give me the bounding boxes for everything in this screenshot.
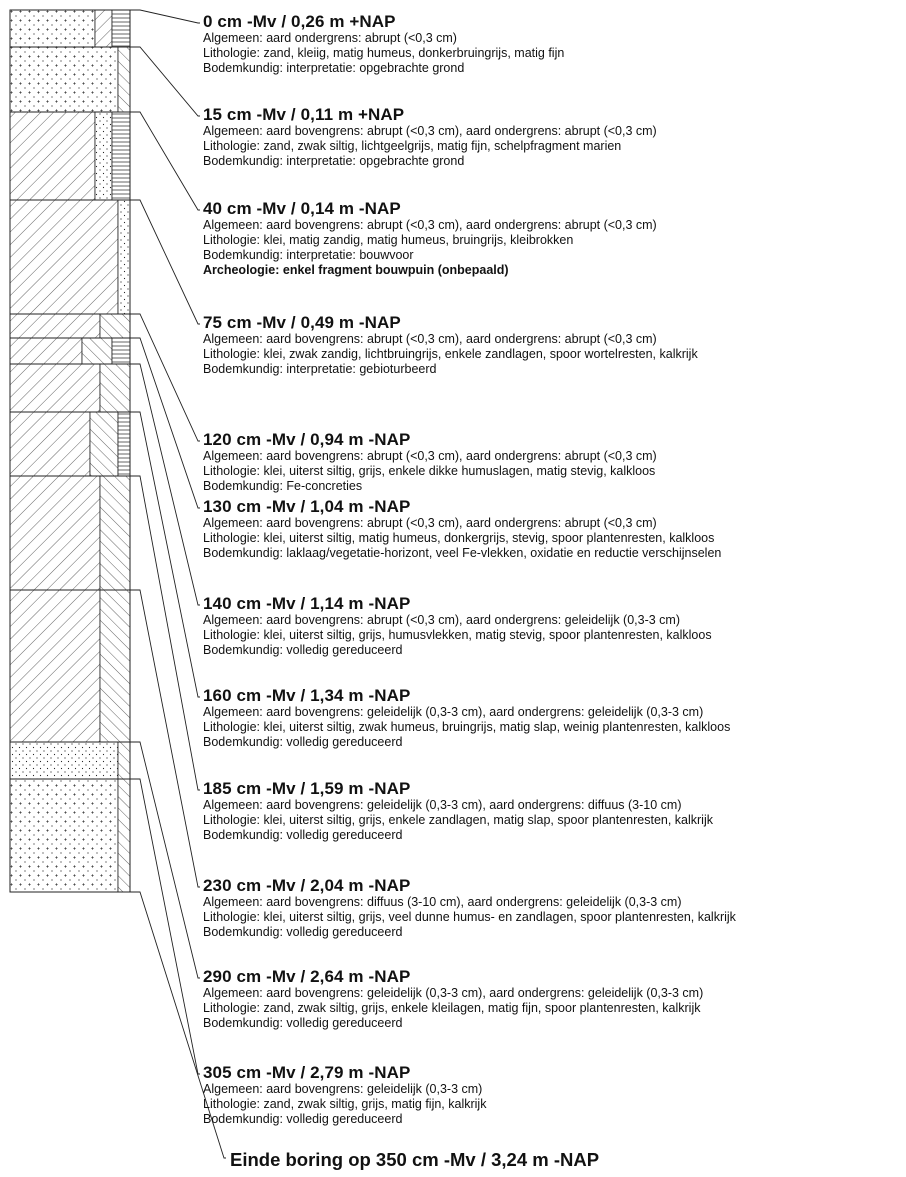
layer-description-line: Lithologie: klei, uiterst siltig, matig humeus, donkergrijs, stevig, spoor plantenresten, kalkloos bbox=[203, 531, 715, 545]
layer-description-line: Lithologie: zand, zwak siltig, grijs, enkele kleilagen, matig fijn, spoor plantenresten, kalkrijk bbox=[203, 1001, 701, 1015]
layer-block bbox=[203, 1063, 903, 1127]
layer-block bbox=[203, 967, 903, 1031]
layer-description-line: Lithologie: klei, uiterst siltig, grijs, veel dunne humus- en zandlagen, spoor plantenresten, kalkrijk bbox=[203, 910, 736, 924]
lithology-fill bbox=[10, 314, 100, 338]
lithology-fill bbox=[82, 338, 112, 364]
layer-description-line: Bodemkundig: Fe-concreties bbox=[203, 479, 363, 493]
layer-heading: 130 cm -Mv / 1,04 m -NAP bbox=[203, 497, 411, 516]
layer-description-line: Bodemkundig: volledig gereduceerd bbox=[203, 1112, 403, 1126]
lithology-fill bbox=[112, 338, 130, 364]
layer-heading: 305 cm -Mv / 2,79 m -NAP bbox=[203, 1063, 411, 1082]
lithology-fill bbox=[10, 338, 82, 364]
layer-block bbox=[203, 199, 903, 278]
layer-heading: 230 cm -Mv / 2,04 m -NAP bbox=[203, 876, 411, 895]
layer-heading: 160 cm -Mv / 1,34 m -NAP bbox=[203, 686, 411, 705]
layer-description-line: Lithologie: zand, zwak siltig, lichtgeelgrijs, matig fijn, schelpfragment marien bbox=[203, 139, 622, 153]
lithology-fill bbox=[118, 47, 130, 112]
lithology-fill bbox=[10, 364, 100, 412]
layer-block bbox=[203, 105, 903, 169]
layer-description-line: Lithologie: klei, zwak zandig, lichtbruingrijs, enkele zandlagen, spoor wortelresten, kalkrijk bbox=[203, 347, 698, 361]
layer-description-line: Lithologie: klei, matig zandig, matig humeus, bruingrijs, kleibrokken bbox=[203, 233, 574, 247]
layer-block bbox=[203, 313, 903, 377]
lithology-fill bbox=[10, 112, 95, 200]
layer-block bbox=[203, 12, 903, 76]
layer-block bbox=[203, 779, 903, 843]
layer-description-line: Algemeen: aard bovengrens: geleidelijk (0,3-3 cm) bbox=[203, 1082, 483, 1096]
layer-description-line: Bodemkundig: volledig gereduceerd bbox=[203, 643, 403, 657]
layer-description-line: Bodemkundig: interpretatie: opgebrachte grond bbox=[203, 154, 465, 168]
layer-description-line: Bodemkundig: volledig gereduceerd bbox=[203, 925, 403, 939]
lithology-fill bbox=[10, 200, 118, 314]
lithology-fill bbox=[10, 412, 90, 476]
layer-heading: 75 cm -Mv / 0,49 m -NAP bbox=[203, 313, 401, 332]
layer-description-line: Algemeen: aard bovengrens: geleidelijk (0,3-3 cm), aard ondergrens: diffuus (3-10 cm) bbox=[203, 798, 682, 812]
layer-heading: 120 cm -Mv / 0,94 m -NAP bbox=[203, 430, 411, 449]
layer-description-line: Algemeen: aard bovengrens: abrupt (<0,3 cm), aard ondergrens: abrupt (<0,3 cm) bbox=[203, 332, 657, 346]
end-of-boring-label: Einde boring op 350 cm -Mv / 3,24 m -NAP bbox=[230, 1149, 600, 1170]
layer-block bbox=[203, 430, 903, 494]
layer-description-line: Bodemkundig: volledig gereduceerd bbox=[203, 1016, 403, 1030]
layer-block bbox=[203, 686, 903, 750]
layer-description-line: Lithologie: klei, uiterst siltig, grijs, humusvlekken, matig stevig, spoor plantenresten, kalkloos bbox=[203, 628, 712, 642]
layer-heading: 40 cm -Mv / 0,14 m -NAP bbox=[203, 199, 401, 218]
lithology-fill bbox=[100, 476, 130, 590]
layer-description-line: Lithologie: zand, zwak siltig, grijs, matig fijn, kalkrijk bbox=[203, 1097, 487, 1111]
layer-description-line: Algemeen: aard bovengrens: abrupt (<0,3 cm), aard ondergrens: abrupt (<0,3 cm) bbox=[203, 449, 657, 463]
lithology-fill bbox=[118, 200, 130, 314]
layer-description-line: Lithologie: klei, uiterst siltig, grijs, enkele dikke humuslagen, matig stevig, kalkloos bbox=[203, 464, 656, 478]
layer-description-line: Algemeen: aard bovengrens: abrupt (<0,3 cm), aard ondergrens: abrupt (<0,3 cm) bbox=[203, 124, 657, 138]
layer-description-line: Bodemkundig: interpretatie: gebioturbeerd bbox=[203, 362, 437, 376]
lithology-fill bbox=[118, 779, 130, 892]
layer-description-line: Bodemkundig: volledig gereduceerd bbox=[203, 735, 403, 749]
layer-description-line: Algemeen: aard bovengrens: abrupt (<0,3 cm), aard ondergrens: abrupt (<0,3 cm) bbox=[203, 218, 657, 232]
layer-description-line: Algemeen: aard bovengrens: geleidelijk (0,3-3 cm), aard ondergrens: geleidelijk (0,3-3 cm) bbox=[203, 986, 704, 1000]
layer-heading: 15 cm -Mv / 0,11 m +NAP bbox=[203, 105, 405, 124]
lithology-fill bbox=[10, 476, 100, 590]
layer-description-line: Lithologie: klei, uiterst siltig, grijs, enkele zandlagen, matig slap, spoor plantenresten, kalkrijk bbox=[203, 813, 713, 827]
leader-line bbox=[10, 892, 226, 1158]
lithology-fill bbox=[10, 742, 118, 779]
layer-description-line: Bodemkundig: laklaag/vegetatie-horizont, veel Fe-vlekken, oxidatie en reductie verschijnselen bbox=[203, 546, 722, 560]
archeology-note: Archeologie: enkel fragment bouwpuin (onbepaald) bbox=[203, 263, 509, 277]
lithology-fill bbox=[10, 10, 95, 47]
lithology-fill bbox=[100, 590, 130, 742]
lithology-fill bbox=[10, 590, 100, 742]
layer-heading: 290 cm -Mv / 2,64 m -NAP bbox=[203, 967, 411, 986]
layer-description-line: Bodemkundig: interpretatie: bouwvoor bbox=[203, 248, 414, 262]
layer-description-line: Algemeen: aard ondergrens: abrupt (<0,3 cm) bbox=[203, 31, 457, 45]
layer-heading: 0 cm -Mv / 0,26 m +NAP bbox=[203, 12, 396, 31]
lithology-fill bbox=[112, 10, 130, 47]
lithology-fill bbox=[100, 364, 130, 412]
layer-block bbox=[203, 876, 903, 940]
layer-heading: 140 cm -Mv / 1,14 m -NAP bbox=[203, 594, 411, 613]
layer-description-line: Algemeen: aard bovengrens: diffuus (3-10 cm), aard ondergrens: geleidelijk (0,3-3 cm) bbox=[203, 895, 682, 909]
layer-description-line: Bodemkundig: volledig gereduceerd bbox=[203, 828, 403, 842]
lithology-fill bbox=[118, 742, 130, 779]
lithology-column bbox=[10, 10, 130, 892]
layer-heading: 185 cm -Mv / 1,59 m -NAP bbox=[203, 779, 411, 798]
lithology-fill bbox=[95, 112, 112, 200]
layer-description-line: Algemeen: aard bovengrens: abrupt (<0,3 cm), aard ondergrens: geleidelijk (0,3-3 cm) bbox=[203, 613, 680, 627]
layer-description-line: Bodemkundig: interpretatie: opgebrachte grond bbox=[203, 61, 465, 75]
lithology-fill bbox=[10, 47, 118, 112]
lithology-fill bbox=[112, 112, 130, 200]
lithology-fill bbox=[10, 779, 118, 892]
layer-description-line: Algemeen: aard bovengrens: abrupt (<0,3 cm), aard ondergrens: abrupt (<0,3 cm) bbox=[203, 516, 657, 530]
lithology-fill bbox=[95, 10, 112, 47]
layer-description-line: Lithologie: klei, uiterst siltig, zwak humeus, bruingrijs, matig slap, weinig plantenresten, kalkloos bbox=[203, 720, 731, 734]
layer-block bbox=[203, 594, 903, 658]
lithology-fill bbox=[90, 412, 118, 476]
lithology-fill bbox=[100, 314, 130, 338]
layer-block bbox=[203, 497, 903, 561]
layer-description-line: Algemeen: aard bovengrens: geleidelijk (0,3-3 cm), aard ondergrens: geleidelijk (0,3-3 cm) bbox=[203, 705, 704, 719]
lithology-fill bbox=[118, 412, 130, 476]
layer-description-line: Lithologie: zand, kleiig, matig humeus, donkerbruingrijs, matig fijn bbox=[203, 46, 565, 60]
